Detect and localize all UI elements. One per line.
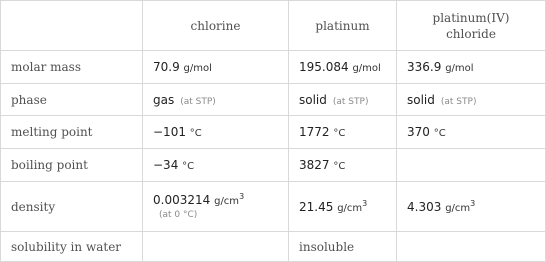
condition-note: (at STP) — [440, 96, 477, 107]
unit: g/mol — [183, 63, 212, 74]
cell-chlorine — [143, 84, 289, 116]
cell-platinum — [289, 149, 397, 182]
table-row-molar-mass — [1, 51, 546, 84]
unit: g/mol — [352, 63, 381, 74]
value: 70.9 — [153, 60, 180, 74]
unit: °C — [333, 128, 346, 139]
table-row-solubility — [1, 232, 546, 262]
unit: °C — [182, 161, 195, 172]
unit-exponent: 3 — [239, 192, 245, 201]
cell-chlorine — [143, 232, 289, 262]
column-header-chlorine: chlorine — [143, 1, 289, 51]
table-row-phase — [1, 84, 546, 116]
unit: °C — [433, 128, 446, 139]
unit: g/mol — [445, 63, 474, 74]
unit — [214, 192, 245, 207]
cell-platinum — [289, 51, 397, 84]
cell-chlorine — [143, 149, 289, 182]
cell-chlorine — [143, 182, 289, 232]
value: −34 — [153, 158, 179, 172]
unit-exponent: 3 — [470, 198, 476, 208]
unit — [337, 198, 368, 214]
condition-note: (at STP) — [180, 96, 216, 107]
column-header-platinum: platinum — [289, 1, 397, 51]
cell-platinum: insoluble — [289, 232, 397, 262]
unit: °C — [333, 161, 346, 172]
value: 4.303 — [407, 199, 442, 214]
value: 1772 — [299, 125, 330, 139]
value: 370 — [407, 125, 430, 139]
condition-note: (at 0 °C) — [159, 210, 198, 220]
row-label: density — [1, 182, 143, 232]
value: 21.45 — [299, 199, 334, 214]
cell-platinum — [289, 84, 397, 116]
unit: °C — [189, 128, 202, 139]
cell-ptcl4 — [397, 232, 546, 262]
table-row-density — [1, 182, 546, 232]
value: 3827 — [299, 158, 330, 172]
cell-ptcl4 — [397, 116, 546, 149]
cell-chlorine — [143, 116, 289, 149]
unit-text: g/cm — [337, 202, 363, 214]
table-row-boiling-point — [1, 149, 546, 182]
value: 0.003214 — [153, 193, 211, 207]
value: −101 — [153, 125, 186, 139]
unit-text: g/cm — [214, 196, 240, 207]
value: solid — [299, 92, 327, 107]
column-header-line-1: platinum(IV) — [432, 10, 510, 25]
column-header-line-2: chloride — [446, 26, 496, 41]
cell-platinum — [289, 182, 397, 232]
row-label: boiling point — [1, 149, 143, 182]
row-label: molar mass — [1, 51, 143, 84]
cell-ptcl4 — [397, 182, 546, 232]
unit-exponent: 3 — [362, 198, 368, 208]
row-label: phase — [1, 84, 143, 116]
cell-ptcl4 — [397, 149, 546, 182]
cell-ptcl4 — [397, 51, 546, 84]
row-label: melting point — [1, 116, 143, 149]
unit-text: g/cm — [445, 202, 471, 214]
table-row-melting-point — [1, 116, 546, 149]
header-corner-cell — [1, 1, 143, 51]
value: solid — [407, 92, 435, 107]
value: gas — [153, 92, 175, 107]
column-header-platinum-iv-chloride — [397, 1, 546, 51]
header-row — [1, 1, 546, 51]
cell-chlorine — [143, 51, 289, 84]
cell-platinum — [289, 116, 397, 149]
value: 195.084 — [299, 60, 349, 74]
value: 336.9 — [407, 60, 442, 74]
condition-note: (at STP) — [332, 96, 369, 107]
cell-ptcl4 — [397, 84, 546, 116]
unit — [445, 198, 476, 214]
row-label: solubility in water — [1, 232, 143, 262]
